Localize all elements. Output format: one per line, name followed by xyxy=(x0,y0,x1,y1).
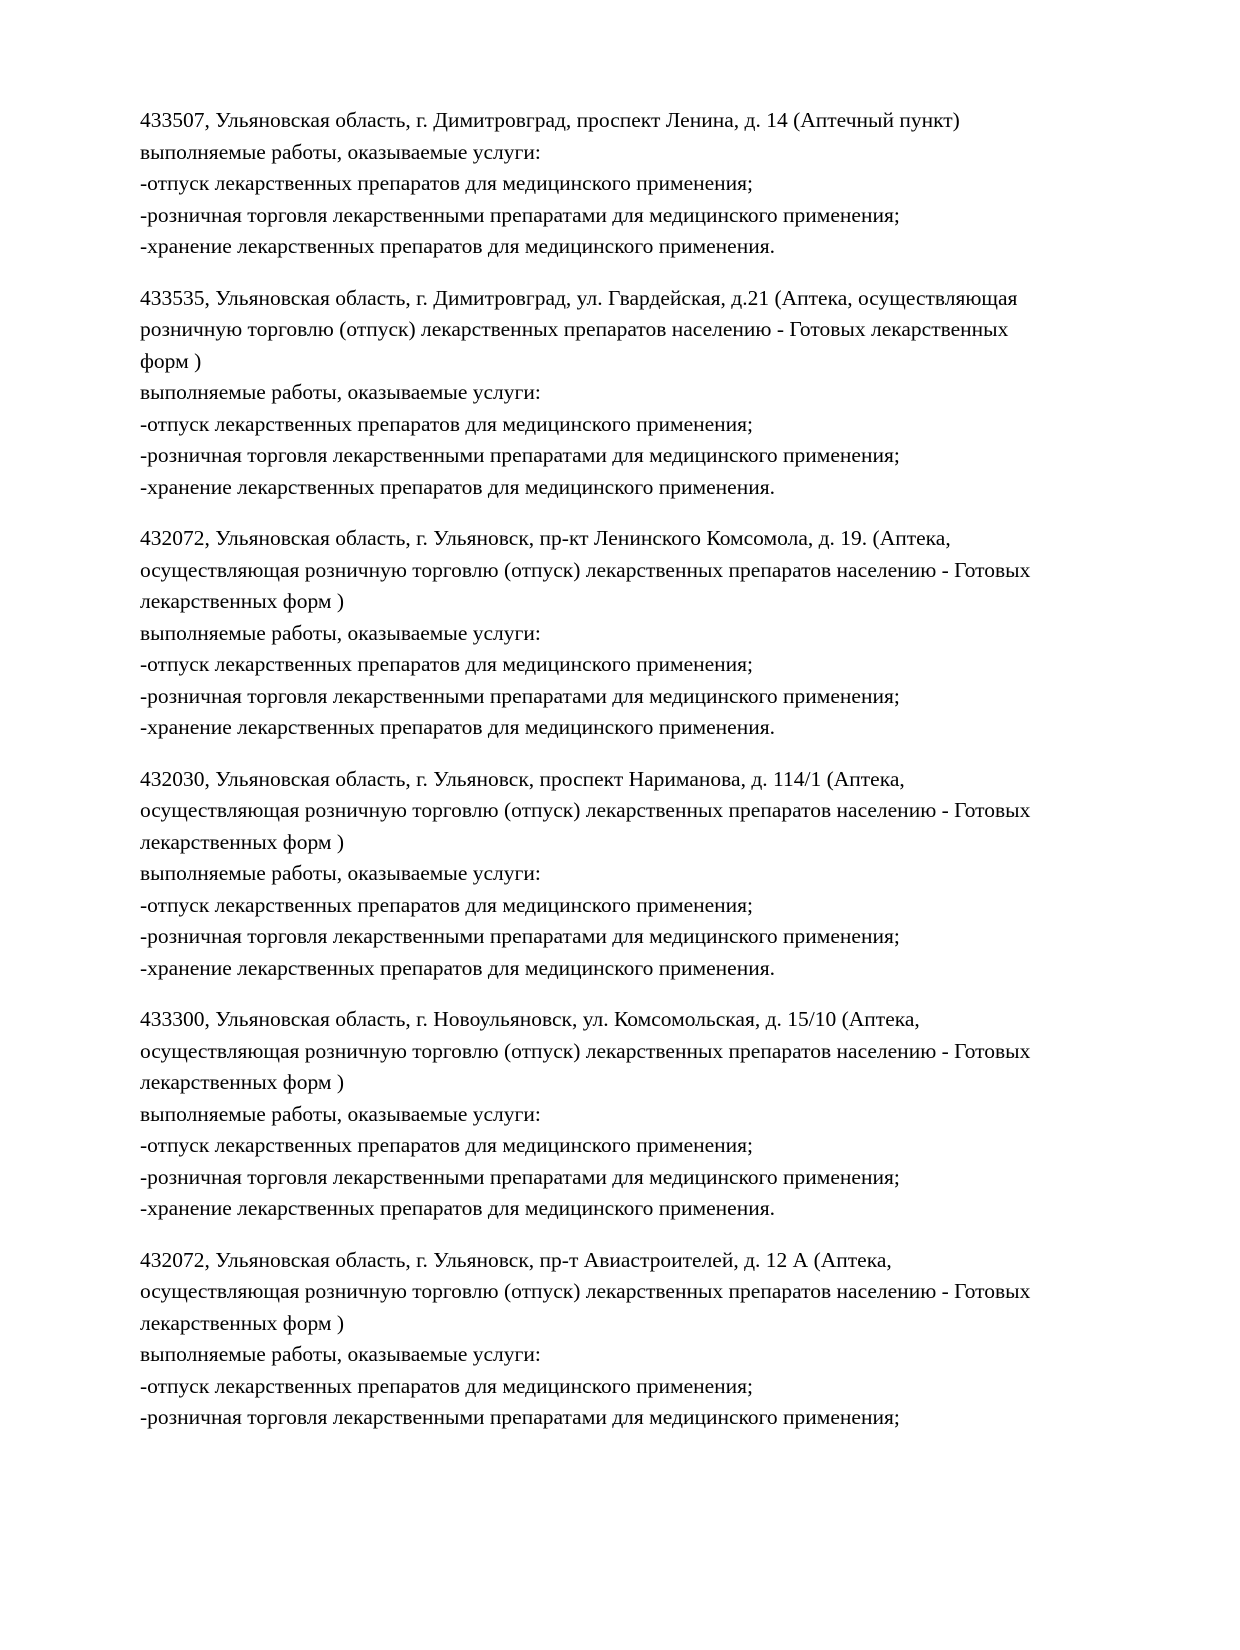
service-line: -розничная торговля лекарственными препаратами для медицинского применения; xyxy=(140,924,900,948)
address-line: 432072, Ульяновская область, г. Ульяновск, пр-кт Ленинского Комсомола, д. 19. (Аптека, xyxy=(140,526,951,550)
address-line: 433300, Ульяновская область, г. Новоульяновск, ул. Комсомольская, д. 15/10 (Аптека, xyxy=(140,1007,920,1031)
pharmacy-address xyxy=(140,1004,1200,1099)
service-line: -розничная торговля лекарственными препаратами для медицинского применения; xyxy=(140,1164,900,1189)
service-line: -хранение лекарственных препаратов для медицинского применения. xyxy=(140,715,775,739)
pharmacy-entry-5 xyxy=(140,1004,1200,1225)
address-line: осуществляющая розничную торговлю (отпуск) лекарственных препаратов населению - Готовых xyxy=(140,798,1031,822)
address-line: лекарственных форм ) xyxy=(140,1310,345,1335)
service-line: -отпуск лекарственных препаратов для медицинского применения; xyxy=(140,652,754,676)
pharmacy-address xyxy=(140,1245,1200,1340)
services-list xyxy=(140,168,1200,263)
address-line: 433507, Ульяновская область, г. Димитровград, проспект Ленина, д. 14 (Аптечный пункт) xyxy=(140,108,960,132)
address-line: розничную торговлю (отпуск) лекарственных препаратов населению - Готовых лекарственных xyxy=(140,317,1009,341)
pharmacy-address xyxy=(140,105,1200,137)
service-line: -хранение лекарственных препаратов для медицинского применения. xyxy=(140,955,775,980)
service-line: -розничная торговля лекарственными препаратами для медицинского применения; xyxy=(140,683,900,708)
pharmacy-entry-4 xyxy=(140,764,1200,985)
pharmacy-entry-1 xyxy=(140,105,1200,263)
service-line: -отпуск лекарственных препаратов для медицинского применения; xyxy=(140,1373,754,1398)
address-line: 433535, Ульяновская область, г. Димитровград, ул. Гвардейская, д.21 (Аптека, осуществляющая xyxy=(140,285,1018,310)
service-line: -розничная торговля лекарственными препаратами для медицинского применения; xyxy=(140,443,900,467)
services-list xyxy=(140,890,1200,985)
pharmacy-address xyxy=(140,283,1200,378)
address-line: лекарственных форм ) xyxy=(140,589,345,613)
address-line: форм ) xyxy=(140,348,202,373)
service-line: -розничная торговля лекарственными препаратами для медицинского применения; xyxy=(140,202,900,227)
pharmacy-address xyxy=(140,764,1200,859)
services-header: выполняемые работы, оказываемые услуги: xyxy=(140,861,541,885)
pharmacy-entry-2 xyxy=(140,283,1200,504)
services-list xyxy=(140,1371,1200,1434)
service-line: -отпуск лекарственных препаратов для медицинского применения; xyxy=(140,411,754,436)
address-line: 432030, Ульяновская область, г. Ульяновск, проспект Нариманова, д. 114/1 (Аптека, xyxy=(140,766,905,791)
address-line: осуществляющая розничную торговлю (отпуск) лекарственных препаратов населению - Готовых xyxy=(140,1279,1031,1303)
services-header: выполняемые работы, оказываемые услуги: xyxy=(140,380,541,404)
service-line: -отпуск лекарственных препаратов для медицинского применения; xyxy=(140,171,754,195)
services-header: выполняемые работы, оказываемые услуги: xyxy=(140,1342,541,1366)
address-line: лекарственных форм ) xyxy=(140,1070,345,1094)
service-line: -отпуск лекарственных препаратов для медицинского применения; xyxy=(140,1133,754,1157)
pharmacy-entry-3 xyxy=(140,523,1200,744)
license-entries xyxy=(140,105,1200,1434)
service-line: -хранение лекарственных препаратов для медицинского применения. xyxy=(140,234,775,258)
services-list xyxy=(140,649,1200,744)
services-header: выполняемые работы, оказываемые услуги: xyxy=(140,139,541,164)
services-header: выполняемые работы, оказываемые услуги: xyxy=(140,1101,541,1126)
services-list xyxy=(140,409,1200,504)
service-line: -розничная торговля лекарственными препаратами для медицинского применения; xyxy=(140,1405,900,1429)
service-line: -хранение лекарственных препаратов для медицинского применения. xyxy=(140,474,775,499)
address-line: осуществляющая розничную торговлю (отпуск) лекарственных препаратов населению - Готовых xyxy=(140,557,1031,582)
services-list xyxy=(140,1130,1200,1225)
services-header: выполняемые работы, оказываемые услуги: xyxy=(140,620,541,645)
pharmacy-entry-6 xyxy=(140,1245,1200,1434)
service-line: -отпуск лекарственных препаратов для медицинского применения; xyxy=(140,892,754,917)
address-line: 432072, Ульяновская область, г. Ульяновск, пр-т Авиастроителей, д. 12 А (Аптека, xyxy=(140,1247,892,1272)
address-line: осуществляющая розничную торговлю (отпуск) лекарственных препаратов населению - Готовых xyxy=(140,1038,1031,1063)
address-line: лекарственных форм ) xyxy=(140,829,345,854)
pharmacy-address xyxy=(140,523,1200,618)
service-line: -хранение лекарственных препаратов для медицинского применения. xyxy=(140,1196,775,1220)
